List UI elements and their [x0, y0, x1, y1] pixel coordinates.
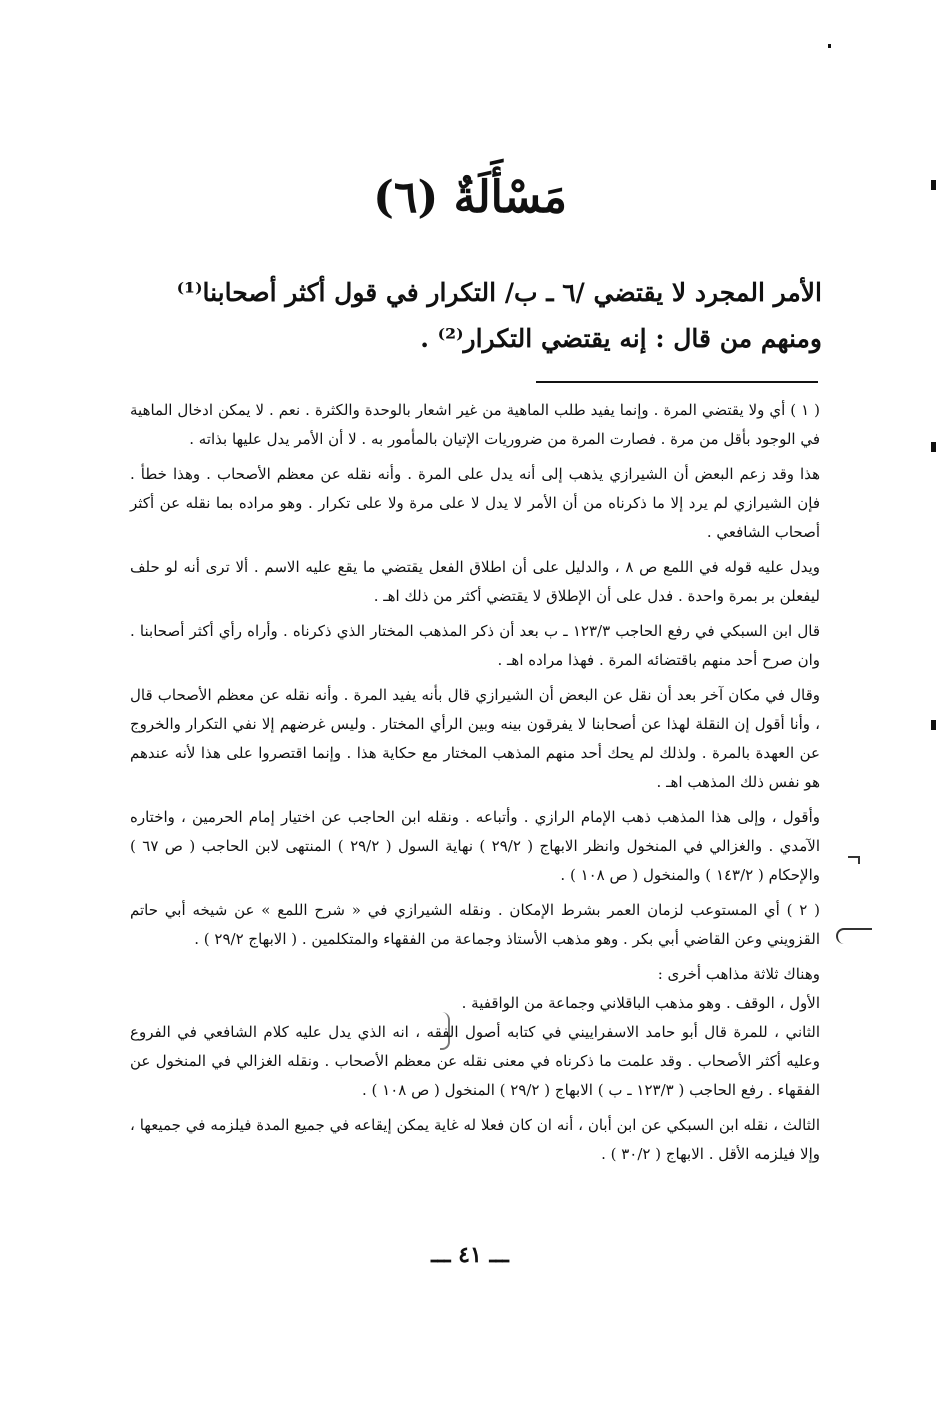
issue-title-line-2: ومنهم من قال : إنه يقتضي التكرار⁽²⁾ .	[420, 324, 822, 353]
footnote-2-intro: وهناك ثلاثة مذاهب أخرى :	[657, 965, 820, 983]
margin-mark-right-2	[931, 442, 936, 452]
margin-mark-right-1	[931, 180, 936, 190]
issue-title-line-1: الأمر المجرد لا يقتضي /٦ ـ ب/ التكرار في قول أكثر أصحابنا⁽¹⁾	[176, 278, 822, 307]
issue-heading: مَسْأَلَةٌ (٦)	[373, 172, 567, 223]
footnote-separator	[536, 381, 818, 383]
margin-bracket-2	[836, 928, 872, 944]
footnote-1-para-3: ويدل عليه قوله في اللمع ص ٨ ، والدليل على أن اطلاق الفعل يقتضي ما يقع عليه الاسم . ألا ترى أنه لو حلف ليفعلن بر بمرة واحدة . فدل على أن الإطلاق لا يقتضي أكثر من ذلك اهـ .	[130, 558, 820, 605]
page-number: ـــ ٤١ ـــ	[431, 1242, 509, 1268]
issue-title	[100, 270, 822, 362]
footnote-2-opinion-2: الثاني ، للمرة قال أبو حامد الاسفراييني في كتابه أصول الفقه ، انه الذي يدل عليه كلام الشافعي في الفروع وعليه أكثر الأصحاب . وقد علمت ما ذكرناه في معنى نقله عن معظم الأصحاب . ونقله الغزالي في المنخول عن الفقهاء . رفع الحاجب ( ١٢٣/٣ ـ ب ) الابهاج ( ٢٩/٢ ) المنخول ( ص ١٠٨ ) .	[130, 1023, 820, 1099]
margin-mark-top	[828, 44, 831, 48]
margin-bracket-1	[848, 856, 860, 864]
footnote-1: ( ١ ) أي ولا يقتضي المرة . وإنما يفيد طلب الماهية من غير اشعار بالوحدة والكثرة . نعم . لا يمكن ادخال الماهية في الوجود بأقل من مرة . فصارت المرة من ضروريات الإتيان بالمأمور به . لا أن الأمر يدل عليها بذاته .	[130, 401, 820, 448]
footnote-1-para-4: قال ابن السبكي في رفع الحاجب ١٢٣/٣ ـ ب بعد أن ذكر المذهب المختار الذي ذكرناه . وأراه رأي أكثر أصحابنا . وان صرح أحد منهم باقتضائه المرة . فهذا مراده اهـ .	[130, 622, 820, 669]
footnote-2-opinion-3: الثالث ، نقله ابن السبكي عن ابن أبان ، أنه ان كان فعلا له غاية يمكن إيقاعه في جميع المدة فيلزمه في جميعها ، وإلا فيلزمه الأقل . الابهاج ( ٣٠/٢ ) .	[130, 1116, 820, 1163]
margin-mark-right-3	[931, 720, 936, 730]
footnote-1-para-5: وقال في مكان آخر بعد أن نقل عن البعض أن الشيرازي قال بأنه يفيد المرة . وأنه نقله عن معظم الأصحاب قال ، وأنا أقول إن النقلة لهذا عن أصحابنا لا يفرقون بينه وبين الرأي المختار . وليس غرضهم إلا نفي التكرار والخروج عن العهدة بالمرة . ولذلك لم يحك أحد منهم المذهب المختار مع حكاية هذا . وإنما اقتصروا على هذا لأنه عندهم هو نفس ذلك المذهب اهـ .	[130, 686, 820, 791]
footnotes-block	[130, 396, 820, 1175]
footnote-1-para-2: هذا وقد زعم البعض أن الشيرازي يذهب إلى أنه يدل على المرة . وأنه نقله عن معظم الأصحاب . وهذا خطأ . فإن الشيرازي لم يرد إلا ما ذكرناه من أن الأمر لا يدل لا على مرة ولا على تكرار . وهو مراده بما نقله عن أكثر أصحاب الشافعي .	[130, 465, 820, 541]
footnote-2-opinion-1: الأول ، الوقف . وهو مذهب الباقلاني وجماعة من الواقفية .	[461, 994, 820, 1012]
footnote-1-para-6: وأقول ، وإلى هذا المذهب ذهب الإمام الرازي . وأتباعه . ونقله ابن الحاجب عن اختيار إمام الحرمين ، واختاره الآمدي . والغزالي في المنخول وانظر الابهاج ( ٢٩/٢ ) نهاية السول ( ٢٩/٢ ) المنتهى لابن الحاجب ( ص ٦٧ ) والإحكام ( ١٤٣/٢ ) والمنخول ( ص ١٠٨ ) .	[130, 808, 821, 884]
footnote-2: ( ٢ ) أي المستوعب لزمان العمر بشرط الإمكان . ونقله الشيرازي في « شرح اللمع » عن شيخه أبي حاتم القزويني وعن القاضي أبي بكر . وهو مذهب الأستاذ وجماعة من الفقهاء والمتكلمين . ( الابهاج ٢٩/٢ ) .	[130, 901, 820, 948]
